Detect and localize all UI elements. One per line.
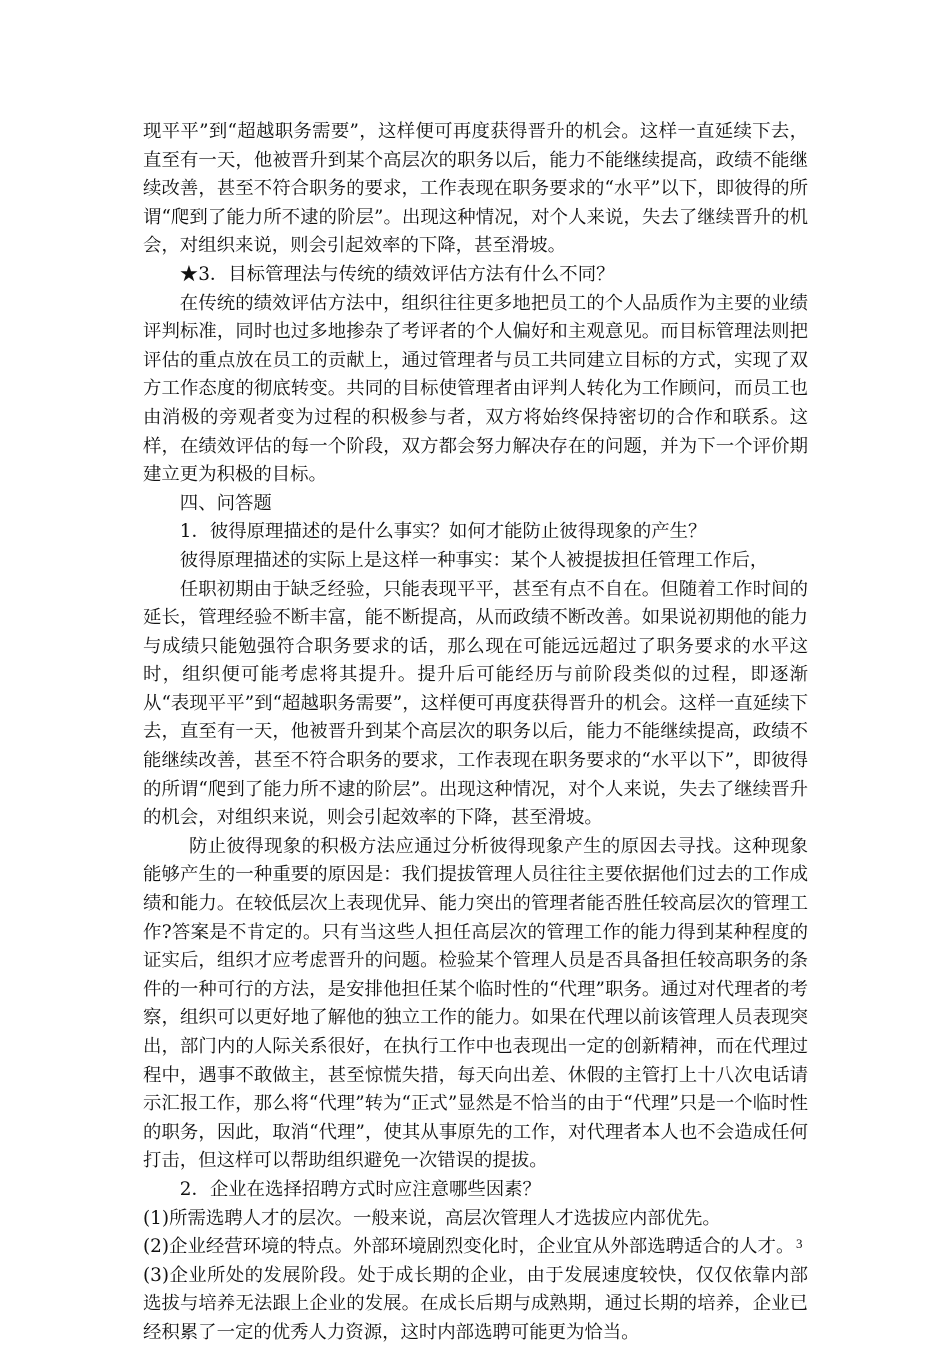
- section-heading-qa: 四、问答题: [179, 492, 272, 514]
- page-number: 3: [796, 1236, 803, 1251]
- answer-3-paragraph: 在传统的绩效评估方法中，组织往往更多地把员工的个人品质作为主要的业绩评判标准，同时也过多地掺杂了考评者的个人偏好和主观意见。而目标管理法则把评估的重点放在员工的贡献上，通过管理者与员工共同建立目标的方式，实现了双方工作态度的彻底转变。共同的目标使管理者由评判人转化为工作顾问，而员工也由消极的旁观者变为过程的积极参与者，双方将始终保持密切的合作和联系。这样，在绩效评估的每一个阶段，双方都会努力解决存在的问题，并为下一个评价期建立更为积极的目标。: [143, 292, 808, 486]
- qa-answer-2-item-1: (1)所需选聘人才的层次。一般来说，高层次管理人才选拔应内部优先。: [143, 1207, 721, 1229]
- document-body: [143, 118, 808, 1348]
- qa-answer-2-item-2: (2)企业经营环境的特点。外部环境剧烈变化时，企业宜从外部选聘适合的人才。: [143, 1236, 795, 1258]
- question-3-heading: ★3．目标管理法与传统的绩效评估方法有什么不同？: [179, 263, 615, 285]
- paragraph-continuation: 现平平”到“超越职务需要”，这样便可再度获得晋升的机会。这样一直延续下去，直至有一天，他被晋升到某个高层次的职务以后，能力不能继续提高，政绩不能继续改善，甚至不符合职务的要求，工作表现在职务要求的“水平”以下，即彼得的所谓“爬到了能力所不逮的阶层”。出现这种情况，对个人来说，失去了继续晋升的机会，对组织来说，则会引起效率的下降，甚至滑坡。: [143, 121, 808, 257]
- qa-question-1: 1．彼得原理描述的是什么事实？如何才能防止彼得现象的产生？: [179, 521, 707, 543]
- qa-answer-1-intro: 彼得原理描述的实际上是这样一种事实：某个人被提拔担任管理工作后，: [179, 549, 769, 571]
- qa-answer-1-prevention: 防止彼得现象的积极方法应通过分析彼得现象产生的原因去寻找。这种现象能够产生的一种重要的原因是：我们提拔管理人员往往主要依据他们过去的工作成绩和能力。在较低层次上表现优异、能力突出的管理者能否胜任较高层次的管理工作?答案是不肯定的。只有当这些人担任高层次的管理工作的能力得到某种程度的证实后，组织才应考虑晋升的问题。检验某个管理人员是否具备担任较高职务的条件的一种可行的方法，是安排他担任某个临时性的“代理”职务。通过对代理者的考察，组织可以更好地了解他的独立工作的能力。如果在代理以前该管理人员表现突出，部门内的人际关系很好，在执行工作中也表现出一定的创新精神，而在代理过程中，遇事不敢做主，甚至惊慌失措，每天向出差、休假的主管打上十八次电话请示汇报工作，那么将“代理”转为“正式”显然是不恰当的由于“代理”只是一个临时性的职务，因此，取消“代理”，使其从事原先的工作，对代理者本人也不会造成任何打击，但这样可以帮助组织避免一次错误的提拔。: [143, 835, 808, 1172]
- qa-answer-2-item-3: (3)企业所处的发展阶段。处于成长期的企业，由于发展速度较快，仅仅依靠内部选拔与培养无法跟上企业的发展。在成长后期与成熟期，通过长期的培养，企业已经积累了一定的优秀人力资源，这时内部选聘可能更为恰当。: [143, 1264, 808, 1343]
- qa-answer-1-body: 任职初期由于缺乏经验，只能表现平平，甚至有点不自在。但随着工作时间的延长，管理经验不断丰富，能不断提高，从而政绩不断改善。如果说初期他的能力与成绩只能勉强符合职务要求的话，那么现在可能远远超过了职务要求的水平这时，组织便可能考虑将其提升。提升后可能经历与前阶段类似的过程，即逐渐从“表现平平”到“超越职务需要”，这样便可再度获得晋升的机会。这样一直延续下去，直至有一天，他被晋升到某个高层次的职务以后，能力不能继续提高，政绩不能继续改善，甚至不符合职务的要求，工作表现在职务要求的“水平以下”，即彼得的所谓“爬到了能力所不逮的阶层”。出现这种情况，对个人来说，失去了继续晋升的机会，对组织来说，则会引起效率的下降，甚至滑坡。: [143, 578, 808, 829]
- qa-question-2: 2．企业在选择招聘方式时应注意哪些因素？: [179, 1178, 541, 1200]
